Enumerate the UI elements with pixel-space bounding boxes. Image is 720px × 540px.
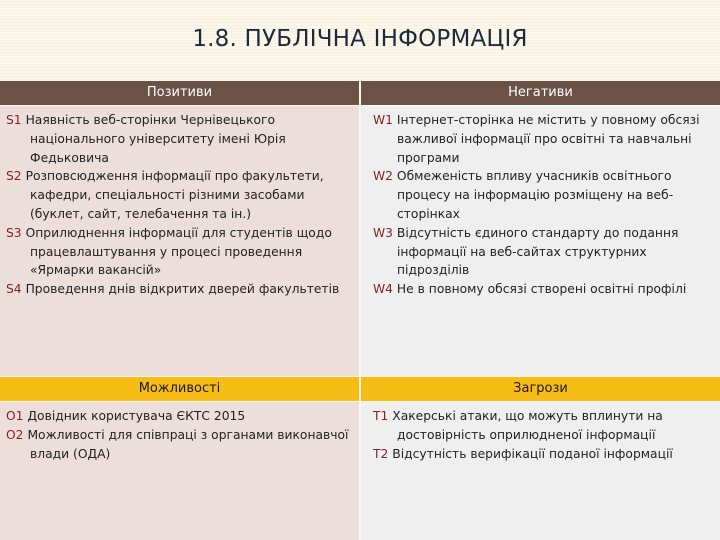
- item-code: W1: [373, 113, 393, 127]
- item-text: Хакерські атаки, що можуть вплинути на достовірність оприлюдненої інформації: [392, 409, 663, 442]
- threats-header: Загрози: [361, 377, 720, 401]
- threats-cell: [361, 402, 720, 540]
- item-code: S4: [6, 282, 22, 297]
- list-item: [367, 224, 710, 280]
- item-code: S1: [6, 113, 22, 127]
- list-item: [367, 111, 710, 167]
- item-text: Довідник користувача ЄКТС 2015: [27, 409, 246, 423]
- list-item: [6, 280, 349, 299]
- list-item: [6, 167, 349, 223]
- opportunities-list: [0, 402, 359, 463]
- opportunities-cell: [0, 402, 359, 540]
- item-code: O1: [6, 409, 24, 423]
- item-text: Оприлюднення інформації для студентів щодо працевлаштування у процесі проведення «Ярмарки вакансій»: [25, 225, 332, 278]
- list-item: [6, 224, 349, 280]
- strengths-cell: [0, 106, 359, 376]
- item-text: Відсутність верифікації поданої інформації: [392, 446, 673, 461]
- item-text: Розповсюдження інформації про факультети, кафедри, спеціальності різними засобами (буклет, сайт, телебачення та ін.): [25, 169, 324, 221]
- item-code: T2: [373, 446, 389, 461]
- item-code: T1: [373, 409, 389, 423]
- slide-title: 1.8. ПУБЛІЧНА ІНФОРМАЦІЯ: [192, 26, 528, 52]
- list-item: [367, 445, 710, 464]
- list-item: [367, 167, 710, 223]
- item-code: S3: [6, 225, 22, 240]
- list-item: [6, 407, 349, 426]
- list-item: [367, 280, 710, 299]
- item-code: W2: [373, 169, 393, 184]
- item-code: W3: [373, 225, 393, 240]
- item-code: W4: [373, 282, 393, 297]
- threats-list: [361, 402, 720, 463]
- strengths-header: Позитиви: [0, 81, 359, 105]
- opportunities-header: Можливості: [0, 377, 359, 401]
- swot-table: [0, 81, 720, 540]
- item-text: Інтернет-сторінка не містить у повному обсязі важливої інформації про освітні та навчальні програми: [396, 113, 700, 165]
- list-item: [6, 111, 349, 167]
- item-text: Наявність веб-сторінки Чернівецького національного університету імені Юрія Федьковича: [25, 113, 286, 165]
- item-text: Обмеженість впливу учасників освітнього процесу на інформацію розміщену на веб-сторінках: [396, 169, 674, 221]
- weaknesses-cell: [361, 106, 720, 376]
- item-text: Можливості для співпраці з органами виконавчої влади (ОДА): [27, 427, 349, 461]
- item-code: S2: [6, 169, 22, 184]
- item-text: Проведення днів відкритих дверей факультетів: [25, 282, 340, 297]
- weaknesses-header: Негативи: [361, 81, 720, 105]
- weaknesses-list: [361, 106, 720, 299]
- item-code: O2: [6, 427, 24, 442]
- item-text: Не в повному обсязі створені освітні профілі: [396, 282, 687, 297]
- strengths-list: [0, 106, 359, 299]
- item-text: Відсутність єдиного стандарту до подання інформації на веб-сайтах структурних підрозділів: [396, 225, 679, 278]
- list-item: [367, 407, 710, 445]
- list-item: [6, 426, 349, 464]
